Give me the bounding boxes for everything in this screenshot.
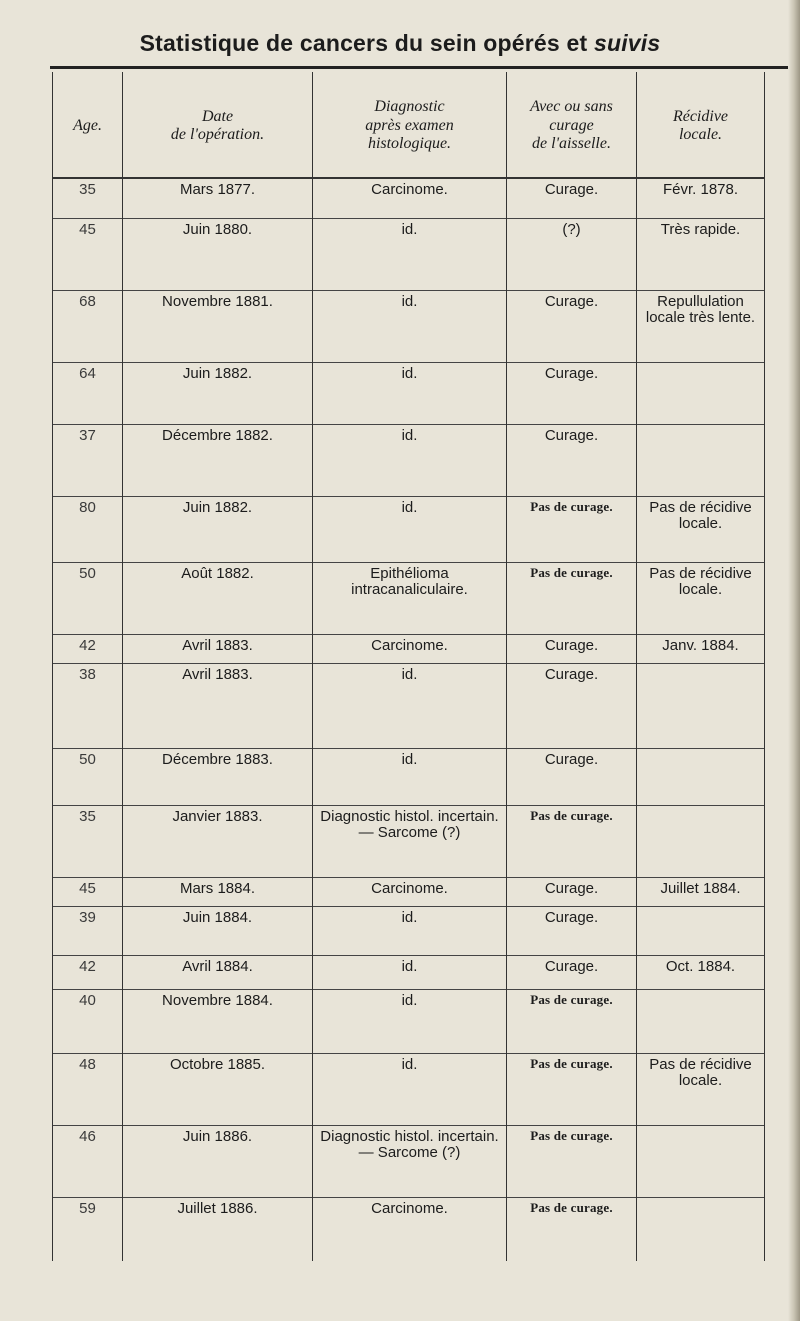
cell-age: 39	[53, 906, 123, 955]
cell-diag: Carcinome.	[313, 178, 507, 218]
cell-date: Juin 1886.	[123, 1125, 313, 1197]
cell-age: 37	[53, 424, 123, 496]
table-row	[53, 424, 765, 496]
cell-age: 35	[53, 805, 123, 877]
table-row	[53, 877, 765, 906]
cell-diag: Carcinome.	[313, 1197, 507, 1261]
cell-diag: Carcinome.	[313, 634, 507, 663]
table-row	[53, 1053, 765, 1125]
table-row	[53, 218, 765, 290]
cell-date: Mars 1884.	[123, 877, 313, 906]
cell-curage: Curage.	[507, 178, 637, 218]
cell-age: 45	[53, 218, 123, 290]
cell-curage: Curage.	[507, 634, 637, 663]
cell-recidive	[637, 1125, 765, 1197]
table-row	[53, 178, 765, 218]
cell-curage: (?)	[507, 218, 637, 290]
cell-recidive	[637, 362, 765, 424]
cell-diag: id.	[313, 496, 507, 562]
cell-age: 80	[53, 496, 123, 562]
cell-curage: Curage.	[507, 877, 637, 906]
cell-recidive	[637, 906, 765, 955]
header-row	[53, 72, 765, 178]
cell-curage: Pas de curage.	[507, 805, 637, 877]
cell-date: Janvier 1883.	[123, 805, 313, 877]
cell-date: Juillet 1886.	[123, 1197, 313, 1261]
cell-age: 38	[53, 663, 123, 748]
cell-curage: Curage.	[507, 290, 637, 362]
cell-age: 42	[53, 634, 123, 663]
cell-diag: Epithélioma intracanaliculaire.	[313, 562, 507, 634]
cell-recidive: Févr. 1878.	[637, 178, 765, 218]
book-spine-shadow	[788, 0, 800, 1321]
cell-recidive	[637, 805, 765, 877]
cell-date: Décembre 1882.	[123, 424, 313, 496]
cell-recidive: Très rapide.	[637, 218, 765, 290]
cell-date: Avril 1883.	[123, 634, 313, 663]
cell-diag: Carcinome.	[313, 877, 507, 906]
cell-age: 68	[53, 290, 123, 362]
cell-curage: Pas de curage.	[507, 989, 637, 1053]
statistics-table	[52, 72, 765, 1261]
table-body	[53, 178, 765, 1261]
page-title-main: Statistique de cancers du sein opérés et	[139, 30, 588, 56]
cell-curage: Curage.	[507, 955, 637, 989]
header-recidive: Récidive locale.	[637, 72, 765, 178]
table-row	[53, 748, 765, 805]
cell-date: Avril 1883.	[123, 663, 313, 748]
table-row	[53, 562, 765, 634]
cell-recidive: Juillet 1884.	[637, 877, 765, 906]
cell-curage: Curage.	[507, 906, 637, 955]
cell-date: Décembre 1883.	[123, 748, 313, 805]
table-row	[53, 989, 765, 1053]
cell-age: 46	[53, 1125, 123, 1197]
cell-curage: Pas de curage.	[507, 496, 637, 562]
cell-age: 50	[53, 562, 123, 634]
header-curage: Avec ou sans curage de l'aisselle.	[507, 72, 637, 178]
page-title	[0, 30, 800, 57]
cell-age: 48	[53, 1053, 123, 1125]
table-row	[53, 663, 765, 748]
cell-diag: id.	[313, 663, 507, 748]
cell-date: Avril 1884.	[123, 955, 313, 989]
cell-date: Août 1882.	[123, 562, 313, 634]
cell-age: 42	[53, 955, 123, 989]
cell-date: Juin 1880.	[123, 218, 313, 290]
cell-date: Juin 1882.	[123, 362, 313, 424]
cell-diag: id.	[313, 1053, 507, 1125]
cell-age: 64	[53, 362, 123, 424]
cell-recidive: Oct. 1884.	[637, 955, 765, 989]
cell-curage: Pas de curage.	[507, 562, 637, 634]
cell-diag: id.	[313, 290, 507, 362]
cell-diag: id.	[313, 424, 507, 496]
cell-diag: id.	[313, 955, 507, 989]
cell-recidive	[637, 748, 765, 805]
cell-date: Novembre 1884.	[123, 989, 313, 1053]
table-row	[53, 1125, 765, 1197]
cell-recidive: Pas de récidive locale.	[637, 496, 765, 562]
table-row	[53, 906, 765, 955]
cell-recidive: Repullulation locale très lente.	[637, 290, 765, 362]
cell-recidive	[637, 989, 765, 1053]
cell-diag: Diagnostic histol. incertain. — Sarcome (?)	[313, 1125, 507, 1197]
table-row	[53, 805, 765, 877]
cell-curage: Pas de curage.	[507, 1197, 637, 1261]
cell-curage: Curage.	[507, 424, 637, 496]
cell-recidive	[637, 663, 765, 748]
table-row	[53, 634, 765, 663]
cell-recidive	[637, 1197, 765, 1261]
page-title-suffix: suivis	[593, 30, 661, 56]
table-row	[53, 290, 765, 362]
cell-diag: id.	[313, 906, 507, 955]
top-rule	[50, 66, 790, 69]
cell-age: 50	[53, 748, 123, 805]
cell-curage: Curage.	[507, 362, 637, 424]
header-diagnostic: Diagnostic après examen histologique.	[313, 72, 507, 178]
cell-curage: Pas de curage.	[507, 1053, 637, 1125]
cell-curage: Pas de curage.	[507, 1125, 637, 1197]
cell-recidive: Pas de récidive locale.	[637, 562, 765, 634]
cell-diag: id.	[313, 989, 507, 1053]
cell-date: Juin 1884.	[123, 906, 313, 955]
table-row	[53, 955, 765, 989]
cell-diag: id.	[313, 218, 507, 290]
cell-age: 45	[53, 877, 123, 906]
cell-diag: id.	[313, 362, 507, 424]
cell-date: Juin 1882.	[123, 496, 313, 562]
cell-recidive: Janv. 1884.	[637, 634, 765, 663]
table-row	[53, 496, 765, 562]
cell-curage: Curage.	[507, 663, 637, 748]
cell-recidive	[637, 424, 765, 496]
header-date: Date de l'opération.	[123, 72, 313, 178]
cell-diag: id.	[313, 748, 507, 805]
cell-recidive: Pas de récidive locale.	[637, 1053, 765, 1125]
table-row	[53, 362, 765, 424]
cell-age: 35	[53, 178, 123, 218]
cell-date: Novembre 1881.	[123, 290, 313, 362]
cell-date: Mars 1877.	[123, 178, 313, 218]
cell-age: 59	[53, 1197, 123, 1261]
header-age: Age.	[53, 72, 123, 178]
cell-age: 40	[53, 989, 123, 1053]
cell-curage: Curage.	[507, 748, 637, 805]
cell-date: Octobre 1885.	[123, 1053, 313, 1125]
table-row	[53, 1197, 765, 1261]
cell-diag: Diagnostic histol. incertain. — Sarcome (?)	[313, 805, 507, 877]
